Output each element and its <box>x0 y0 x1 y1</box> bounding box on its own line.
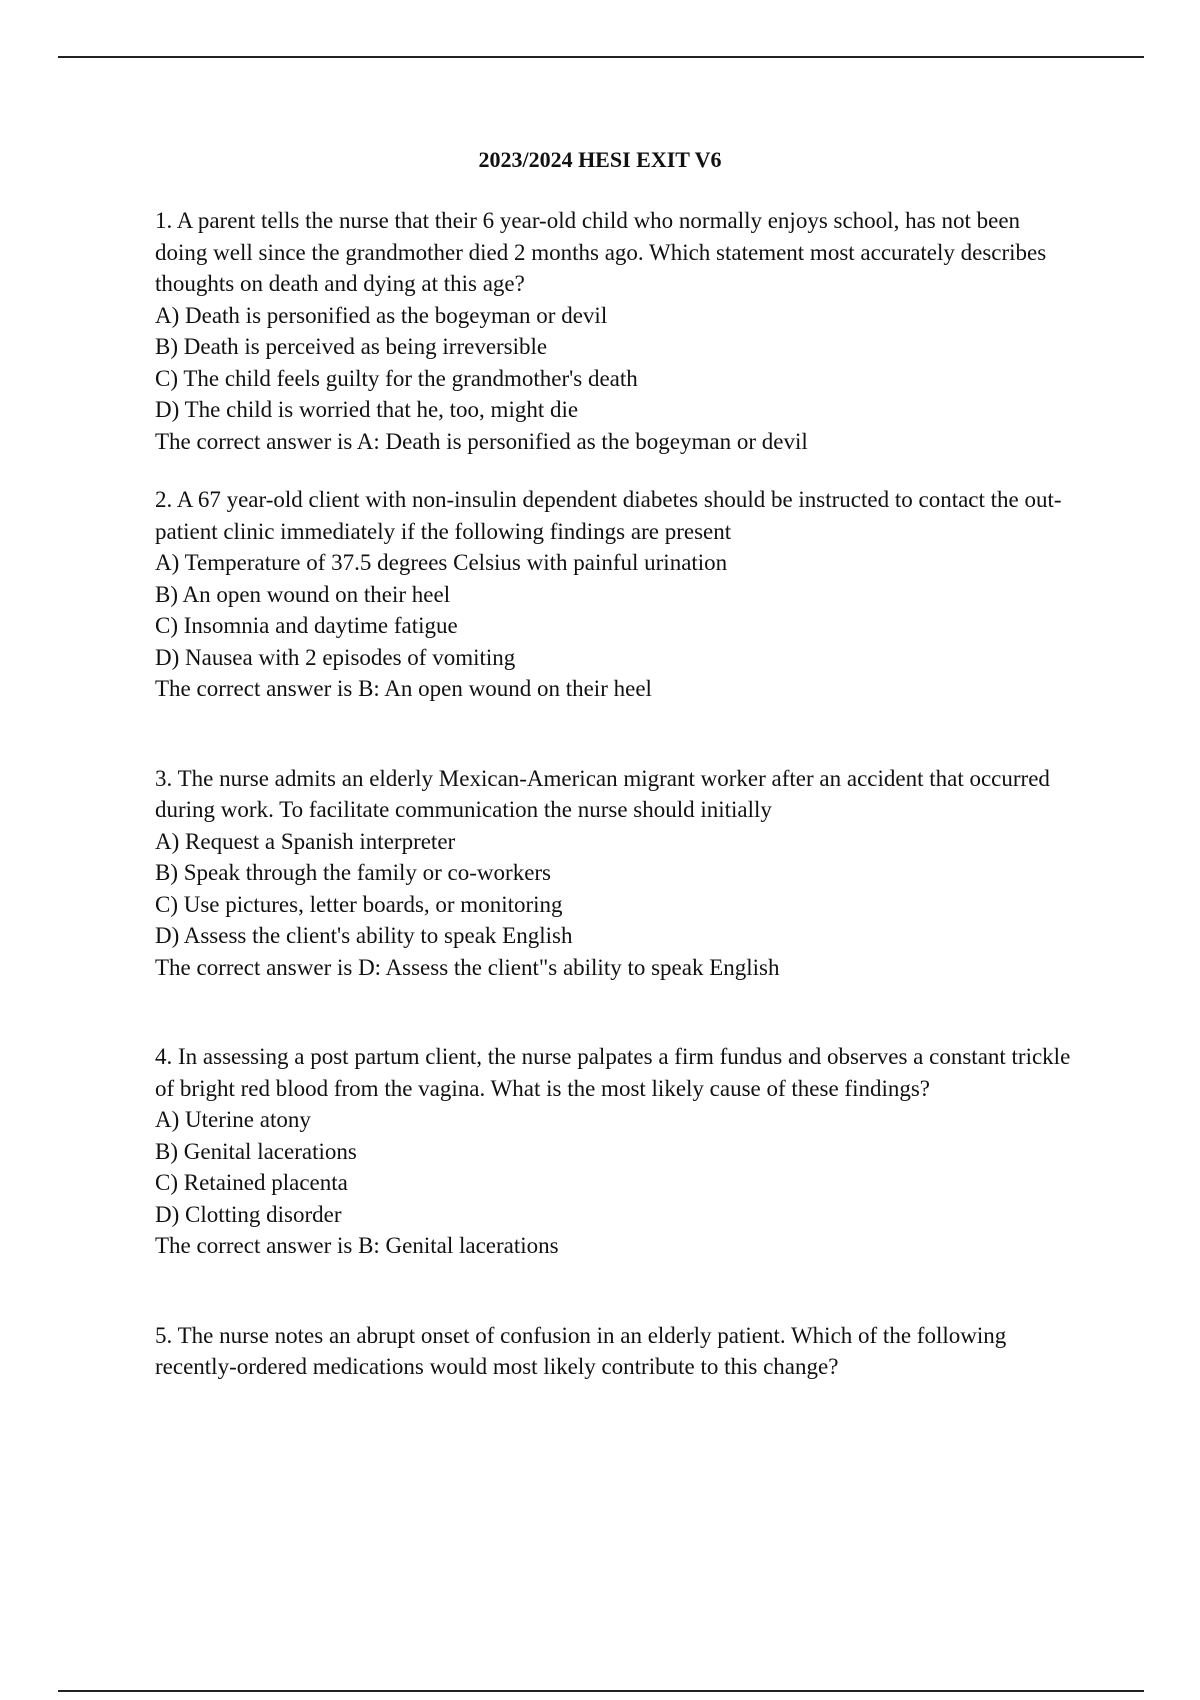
answer-option: A) Request a Spanish interpreter <box>155 828 456 854</box>
question-2 <box>155 484 1075 705</box>
question-3 <box>155 763 1075 984</box>
question-4 <box>155 1041 1075 1262</box>
answer-option: A) Temperature of 37.5 degrees Celsius with painful urination <box>155 550 728 575</box>
answer-option: B) An open wound on their heel <box>155 581 451 607</box>
answer-option: A) Uterine atony <box>155 1107 311 1132</box>
correct-answer: The correct answer is D: Assess the client"s ability to speak English <box>155 954 780 980</box>
question-stem: 2. A 67 year-old client with non-insulin dependent diabetes should be instructed to contact the out-patient clinic immediately if the following findings are present <box>155 487 1062 544</box>
answer-option: A) Death is personified as the bogeyman or devil <box>155 302 608 328</box>
correct-answer: The correct answer is B: Genital lacerations <box>155 1233 559 1258</box>
answer-option: C) The child feels guilty for the grandmother's death <box>155 365 638 391</box>
top-rule <box>58 56 1144 58</box>
answer-option: B) Genital lacerations <box>155 1138 357 1164</box>
answer-option: D) Nausea with 2 episodes of vomiting <box>155 644 516 670</box>
correct-answer: The correct answer is A: Death is personified as the bogeyman or devil <box>155 428 808 454</box>
answer-option: C) Use pictures, letter boards, or monitoring <box>155 891 563 917</box>
answer-option: B) Death is perceived as being irreversible <box>155 334 548 359</box>
answer-option: D) Assess the client's ability to speak English <box>155 923 573 948</box>
bottom-rule <box>58 1690 1144 1692</box>
answer-option: D) Clotting disorder <box>155 1201 342 1227</box>
correct-answer: The correct answer is B: An open wound on their heel <box>155 676 652 701</box>
document-title: 2023/2024 HESI EXIT V6 <box>478 147 722 172</box>
question-stem: 1. A parent tells the nurse that their 6 year-old child who normally enjoys school, has not been doing well since the grandmother died 2 months ago. Which statement most accurately describes thoughts on death and dying at this age? <box>155 208 1047 296</box>
answer-option: B) Speak through the family or co-workers <box>155 860 552 885</box>
question-list <box>155 205 1075 1383</box>
answer-option: C) Insomnia and daytime fatigue <box>155 613 458 638</box>
answer-option: C) Retained placenta <box>155 1170 348 1195</box>
question-stem: 5. The nurse notes an abrupt onset of confusion in an elderly patient. Which of the following recently-ordered medications would most likely contribute to this change? <box>155 1322 1007 1379</box>
question-stem: 3. The nurse admits an elderly Mexican-American migrant worker after an accident that occurred during work. To facilitate communication the nurse should initially <box>155 765 1050 822</box>
answer-option: D) The child is worried that he, too, might die <box>155 397 579 422</box>
question-1 <box>155 205 1075 457</box>
question-5 <box>155 1320 1075 1383</box>
question-stem: 4. In assessing a post partum client, the nurse palpates a firm fundus and observes a constant trickle of bright red blood from the vagina. What is the most likely cause of these findings? <box>155 1044 1071 1101</box>
